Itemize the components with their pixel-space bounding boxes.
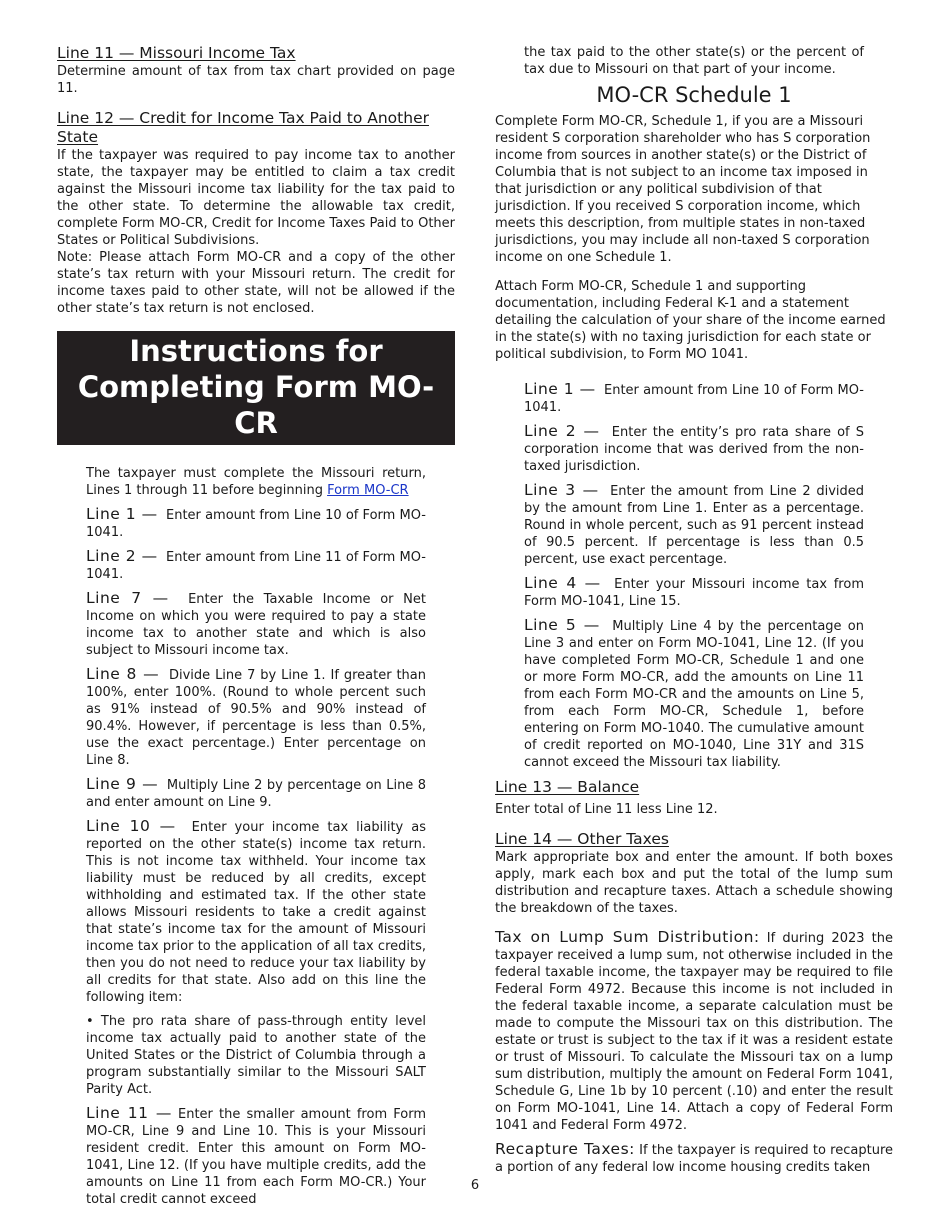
left-line-item-label: Line 1 — — [86, 505, 158, 523]
schedule-line-item — [524, 575, 864, 610]
schedule-line-item-text: Enter the amount from Line 2 divided by the amount from Line 1. Enter as a percentage. Round in whole percent, such as 91 percent instead of 90.5 percent. If percentage is less than 0.5 percent, use exact percentage. — [524, 484, 865, 567]
form-mo-cr-link[interactable]: Form MO-CR — [327, 483, 409, 498]
line12-heading: Line 12 — Credit for Income Tax Paid to Another State — [57, 109, 429, 146]
recapture-para — [495, 1141, 893, 1176]
line14-heading: Line 14 — Other Taxes — [495, 830, 669, 848]
left-line-item — [86, 590, 426, 659]
schedule-line-item-text: Enter the entity’s pro rata share of S corporation income that was derived from the non-taxed jurisdiction. — [524, 425, 864, 474]
schedule-line-item-label: Line 5 — — [524, 616, 600, 634]
schedule-line-item — [524, 482, 864, 568]
instructions-banner: Instructions for Completing Form MO-CR — [57, 331, 455, 445]
schedule1-para2: Attach Form MO-CR, Schedule 1 and supporting documentation, including Federal K-1 and a statement detailing the calculation of your share of the income earned in the state(s) with no taxing jurisdiction for each state or political subdivision, to Form MO 1041. — [495, 279, 886, 362]
left-line-item — [86, 548, 426, 583]
page-number: 6 — [470, 1178, 480, 1193]
left-line-item-text: Multiply Line 2 by percentage on Line 8 and enter amount on Line 9. — [86, 778, 426, 810]
recapture-text: If the taxpayer is required to recapture a portion of any federal low income housing credits taken — [495, 1143, 893, 1175]
schedule1-lines — [524, 381, 864, 778]
schedule-line-item-label: Line 1 — — [524, 380, 596, 398]
schedule1-title: MO-CR Schedule 1 — [596, 83, 792, 107]
pte-bullet: • The pro rata share of pass-through entity level income tax actually paid to another state of the United States or the District of Columbia through a program substantially similar to the Missouri SALT Parity Act. — [86, 1014, 426, 1097]
schedule-line-item — [524, 381, 864, 416]
schedule-line-item-text: Enter your Missouri income tax from Form MO-1041, Line 15. — [524, 577, 864, 609]
left-line-item — [86, 666, 426, 769]
lump-sum-text: If during 2023 the taxpayer received a lump sum, not otherwise included in the federal taxable income, the taxpayer may be required to file Federal Form 4972. Because this income is not included in the federal taxable income, a separate calculation must be made to compute the Missouri tax on this distribution. The estate or trust is subject to the tax if it was a resident estate or trust of Missouri. To calculate the Missouri tax on a lump sum distribution, multiply the amount on Federal Form 1041, Schedule G, Line 1b by 10 percent (.10) and enter the result on Form MO-1041, Line 14. Attach a copy of Federal Form 1041 and Federal Form 4972. — [495, 931, 893, 1133]
schedule-line-item-label: Line 4 — — [524, 574, 601, 592]
left-line-item-text: Divide Line 7 by Line 1. If greater than 100%, enter 100%. (Round to whole percent such as 91% instead of 90.5% and 90% instead of 90.4%. However, if percentage is less than 0.5%, use the exact percentage.) Enter percentage on Line 8. — [86, 668, 426, 768]
lump-sum-label: Tax on Lump Sum Distribution: — [495, 928, 760, 946]
schedule1-para1: Complete Form MO-CR, Schedule 1, if you are a Missouri resident S corporation shareholder who has S corporation income from sources in another state(s) or the District of Columbia that is not subject to an income tax imposed in that jurisdiction or any political subdivision of that jurisdiction. If you received S corporation income, which meets this description, from multiple states in non-taxed jurisdictions, you may include all non-taxed S corporation income on one Schedule 1. — [495, 114, 871, 265]
lump-sum-para — [495, 929, 893, 1134]
left-line-item-label: Line 10 — — [86, 817, 176, 835]
line13-heading: Line 13 — Balance — [495, 778, 640, 796]
left-line-item-text: Enter the Taxable Income or Net Income on which you were required to pay a state income tax to another state and which is also subject to Missouri income tax. — [86, 592, 427, 658]
left-line-item — [86, 776, 426, 811]
line14-text: Mark appropriate box and enter the amount. If both boxes apply, mark each box and put the total of the lump sum distribution and recapture taxes. Attach a schedule showing the breakdown of the taxes. — [495, 850, 893, 916]
left-line-item — [86, 818, 426, 1006]
intro-body: The taxpayer must complete the Missouri return, Lines 1 through 11 before beginning — [86, 466, 426, 498]
line11-text: Determine amount of tax from tax chart provided on page 11. — [57, 64, 455, 96]
left-line-11-text: Enter the smaller amount from Form MO-CR, Line 9 and Line 10. This is your Missouri resident credit. Enter this amount on Form MO-1041, Line 12. (If you have multiple credits, add the amounts on Line 11 from each Form MO-CR.) Your total credit cannot exceed — [86, 1107, 426, 1207]
schedule-line-item-label: Line 2 — — [524, 422, 600, 440]
mo-cr-instructions — [86, 465, 426, 1208]
recapture-label: Recapture Taxes: — [495, 1140, 635, 1158]
left-line-item-text: Enter amount from Line 10 of Form MO-1041. — [86, 508, 426, 540]
left-line-item-text: Enter amount from Line 11 of Form MO-1041. — [86, 550, 426, 582]
left-line-item-text: Enter your income tax liability as reported on the other state(s) income tax return. This is not income tax withheld. Your income tax liability must be reduced by all credits, except withholding and estimated tax. If the other state allows Missouri residents to take a credit against that state’s income tax for the amount of Missouri income tax prior to the application of all tax credits, then you do not need to reduce your tax liability by all credits for that state. Also add on this line the following item: — [86, 820, 426, 1005]
left-line-item-label: Line 8 — — [86, 665, 160, 683]
left-column — [57, 44, 455, 1208]
intro-text — [86, 465, 426, 499]
left-line-item-label: Line 9 — — [86, 775, 159, 793]
right-column — [495, 44, 893, 1176]
line11-heading: Line 11 — Missouri Income Tax — [57, 44, 296, 62]
schedule-line-item-label: Line 3 — — [524, 481, 599, 499]
schedule-line-item — [524, 617, 864, 771]
left-line-item-label: Line 2 — — [86, 547, 158, 565]
line12-note: Note: Please attach Form MO-CR and a copy of the other state’s tax return with your Missouri return. The credit for income taxes paid to other state, will not be allowed if the other state’s tax return is not enclosed. — [57, 250, 455, 316]
schedule-line-item-text: Enter amount from Line 10 of Form MO-1041. — [524, 383, 864, 415]
schedule-line-item — [524, 423, 864, 475]
left-line-item — [86, 506, 426, 541]
left-line-11-label: Line 11 — — [86, 1104, 172, 1122]
continuation-text: the tax paid to the other state(s) or the percent of tax due to Missouri on that part of your income. — [524, 45, 864, 77]
schedule-line-item-text: Multiply Line 4 by the percentage on Line 3 and enter on Form MO-1041, Line 12. (If you have completed Form MO-CR, Schedule 1 and one or more Form MO-CR, add the amounts on Line 11 from each Form MO-CR and the amounts on Line 5, from each Form MO-CR, Schedule 1, before entering on Form MO-1040. The cumulative amount of credit reported on MO-1040, Line 31Y and 31S cannot exceed the Missouri tax liability. — [524, 619, 864, 770]
left-line-item-label: Line 7 — — [86, 589, 169, 607]
line13-text: Enter total of Line 11 less Line 12. — [495, 802, 718, 817]
line12-text: If the taxpayer was required to pay income tax to another state, the taxpayer may be entitled to claim a tax credit against the Missouri income tax liability for the tax paid to the other state. To determine the allowable tax credit, complete Form MO-CR, Credit for Income Taxes Paid to Other States or Political Subdivisions. — [57, 148, 455, 248]
